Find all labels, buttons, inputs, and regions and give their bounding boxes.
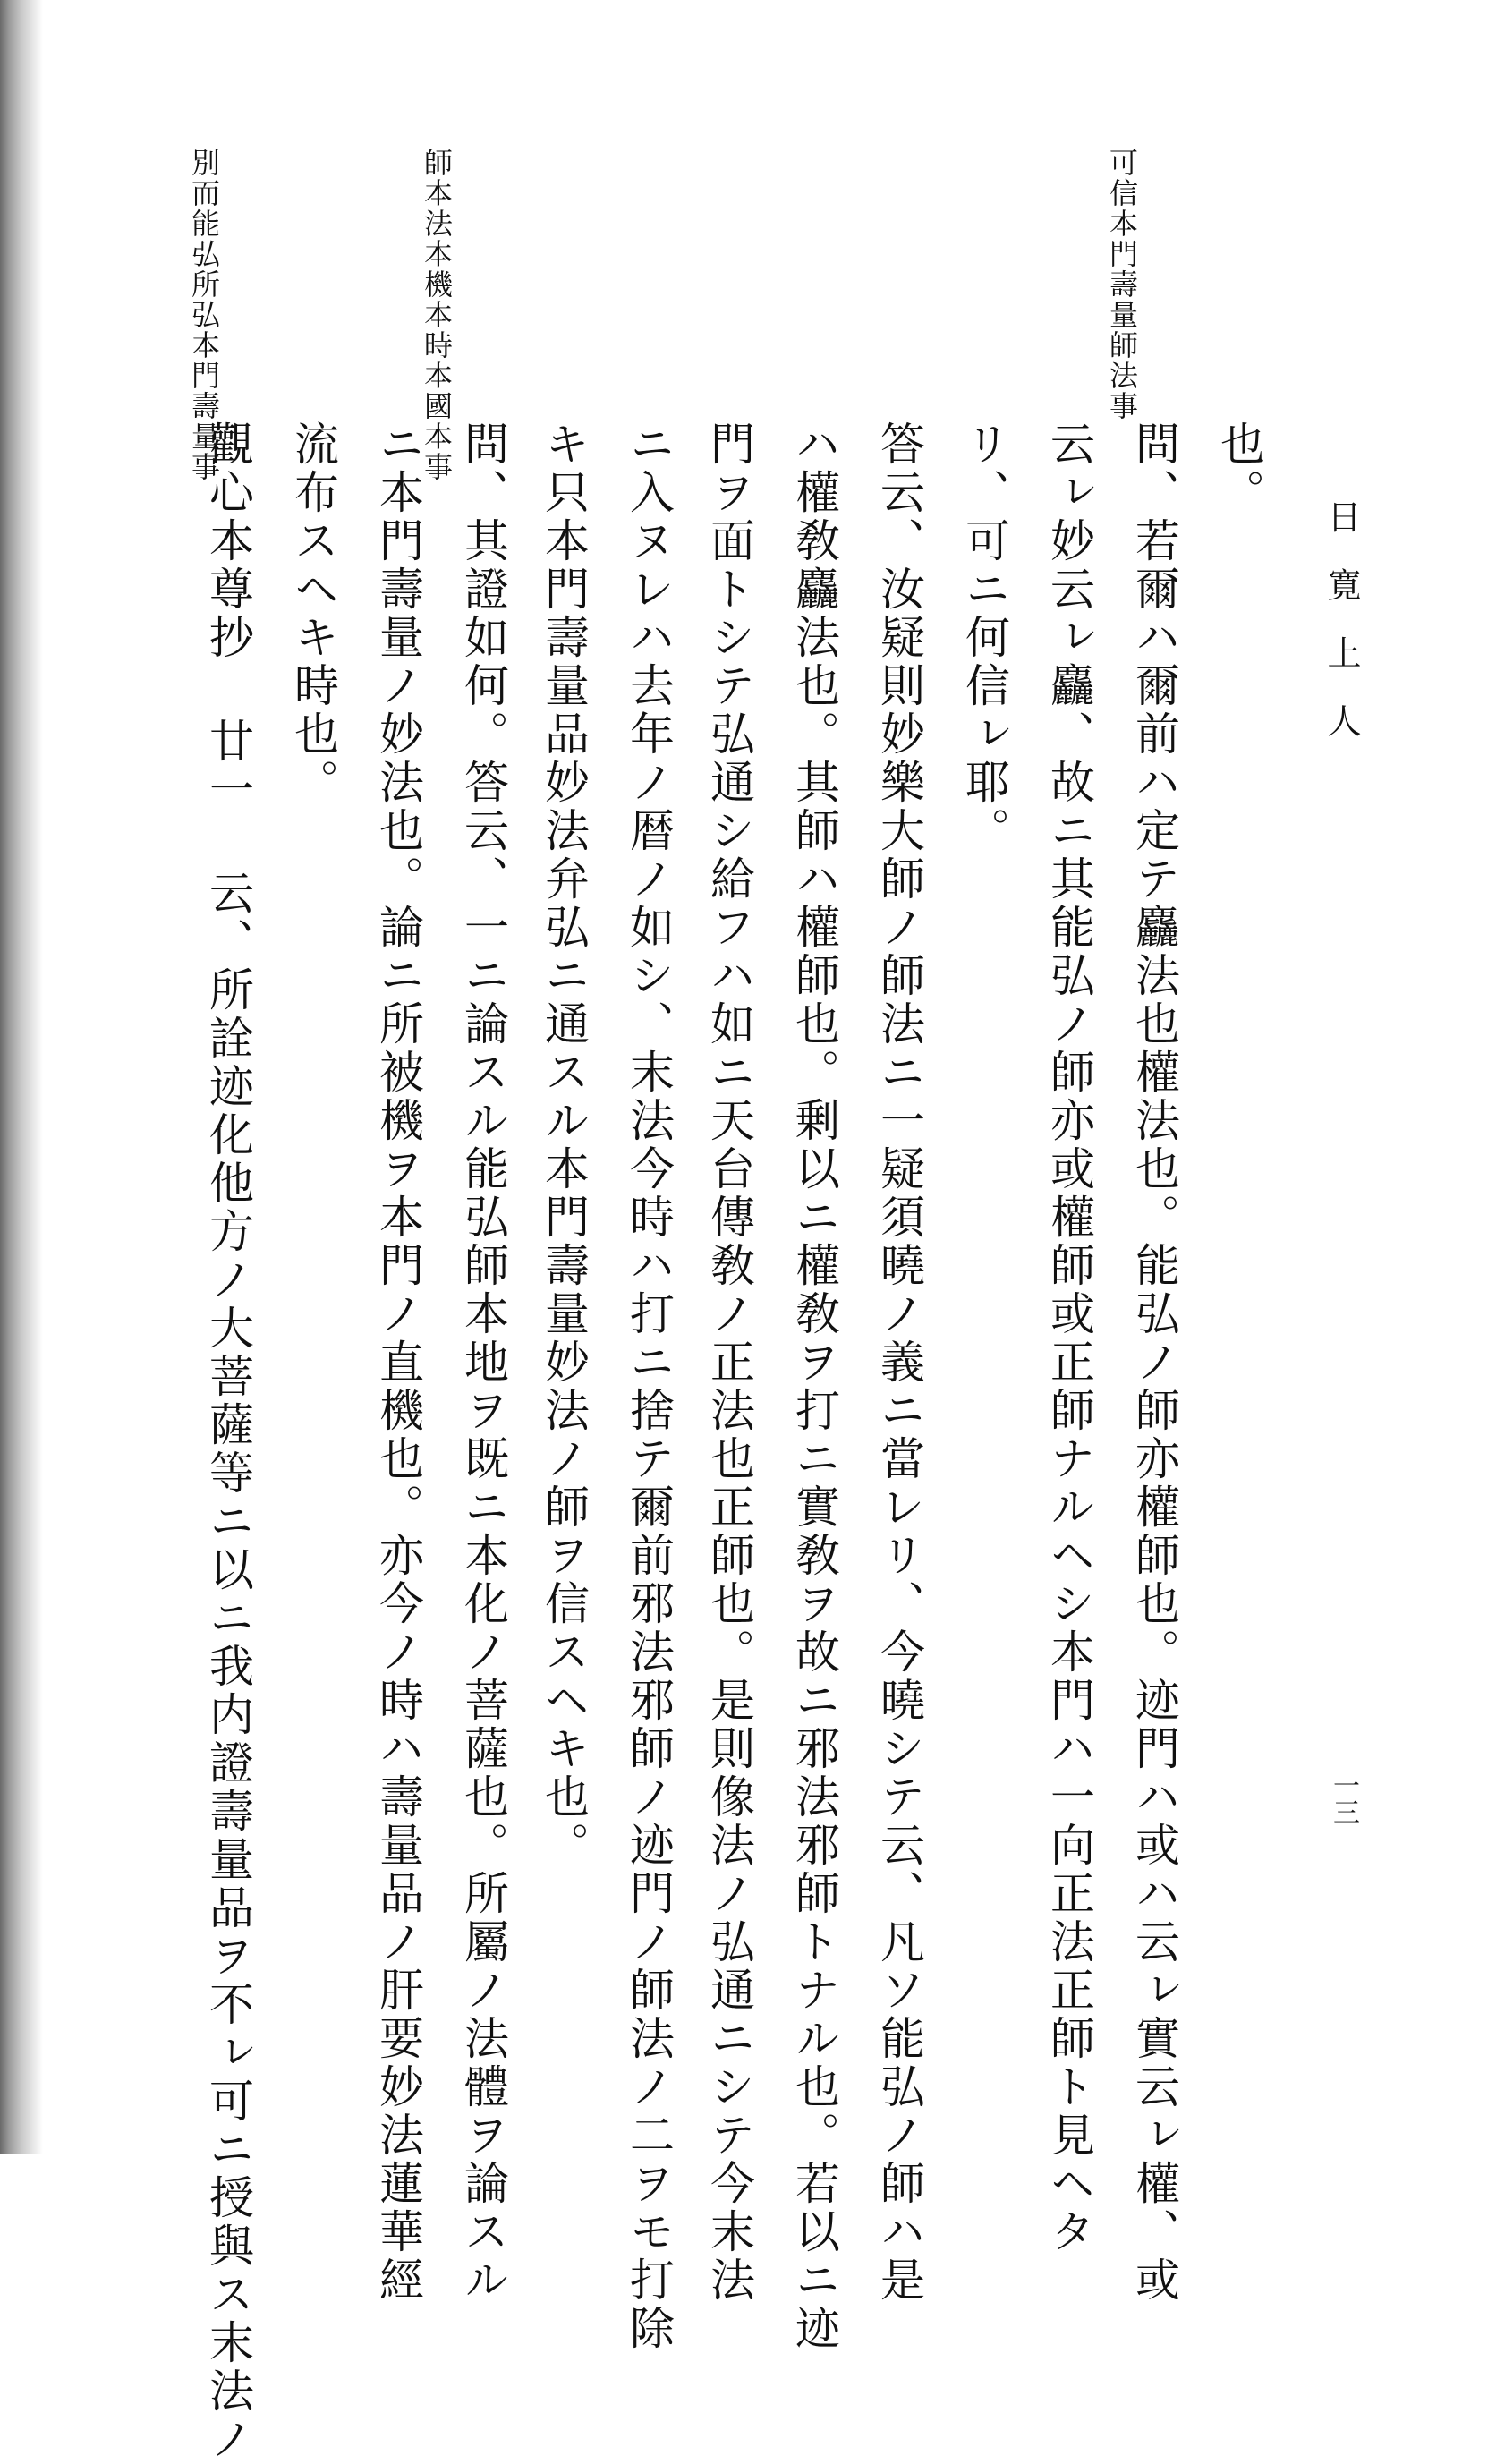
body-line-5: 答云、汝疑則妙樂大師ノ師法ニ一疑須曉ノ義ニ當レリ、今曉シテ云、凡ソ能弘ノ師ハ是	[873, 421, 925, 2305]
body-line-2: 問、若爾ハ爾前ハ定テ麤法也權法也。能弘ノ師亦權師也。迹門ハ或ハ云ㇾ實云ㇾ權、或	[1128, 421, 1180, 2305]
running-title: 日寛上人	[1322, 499, 1361, 771]
body-line-9: キ只本門壽量品妙法弁弘ニ通スル本門壽量妙法ノ師ヲ信スヘキ也。	[538, 421, 590, 1870]
headnote-2: 師本法本機本時本國本事	[420, 148, 454, 482]
headnote-1: 可信本門壽量師法事	[1105, 148, 1139, 421]
body-line-1: 也。	[1213, 421, 1265, 517]
page-number: 一三	[1328, 1772, 1359, 1825]
body-line-8: ニ入ヌレハ去年ノ暦ノ如シ、末法今時ハ打ニ捨テ爾前邪法邪師ノ迹門ノ師法ノ二ヲモ打除	[623, 421, 675, 2353]
body-line-13: 觀心本尊抄 廿一 云、所詮迹化他方ノ大菩薩等ニ以ニ我内證壽量品ヲ不ㇾ可ニ授與ス末法ノ	[202, 421, 254, 2464]
body-line-3: 云ㇾ妙云ㇾ麤、故ニ其能弘ノ師亦或權師或正師ナルヘシ本門ハ一向正法正師ト見ヘタ	[1043, 421, 1095, 2256]
body-line-11: ニ本門壽量ノ妙法也。論ニ所被機ヲ本門ノ直機也。亦今ノ時ハ壽量品ノ肝要妙法蓮華經	[372, 421, 424, 2305]
body-line-12: 流布スヘキ時也。	[287, 421, 339, 807]
body-line-4: リ、可ニ何信ㇾ耶。	[958, 421, 1010, 855]
headnote-3: 別而能弘所弘本門壽量事	[187, 148, 221, 482]
body-line-6: ハ權敎麤法也。其師ハ權師也。剰以ニ權敎ヲ打ニ實敎ヲ故ニ邪法邪師トナル也。若以ニ迹	[788, 421, 840, 2353]
body-line-7: 門ヲ面トシテ弘通シ給フハ如ニ天台傳敎ノ正法也正師也。是則像法ノ弘通ニシテ今末法	[703, 421, 755, 2305]
page-gutter-shadow	[0, 0, 43, 2154]
body-line-10: 問、其證如何。答云、一ニ論スル能弘師本地ヲ既ニ本化ノ菩薩也。所屬ノ法體ヲ論スル	[457, 421, 509, 2305]
